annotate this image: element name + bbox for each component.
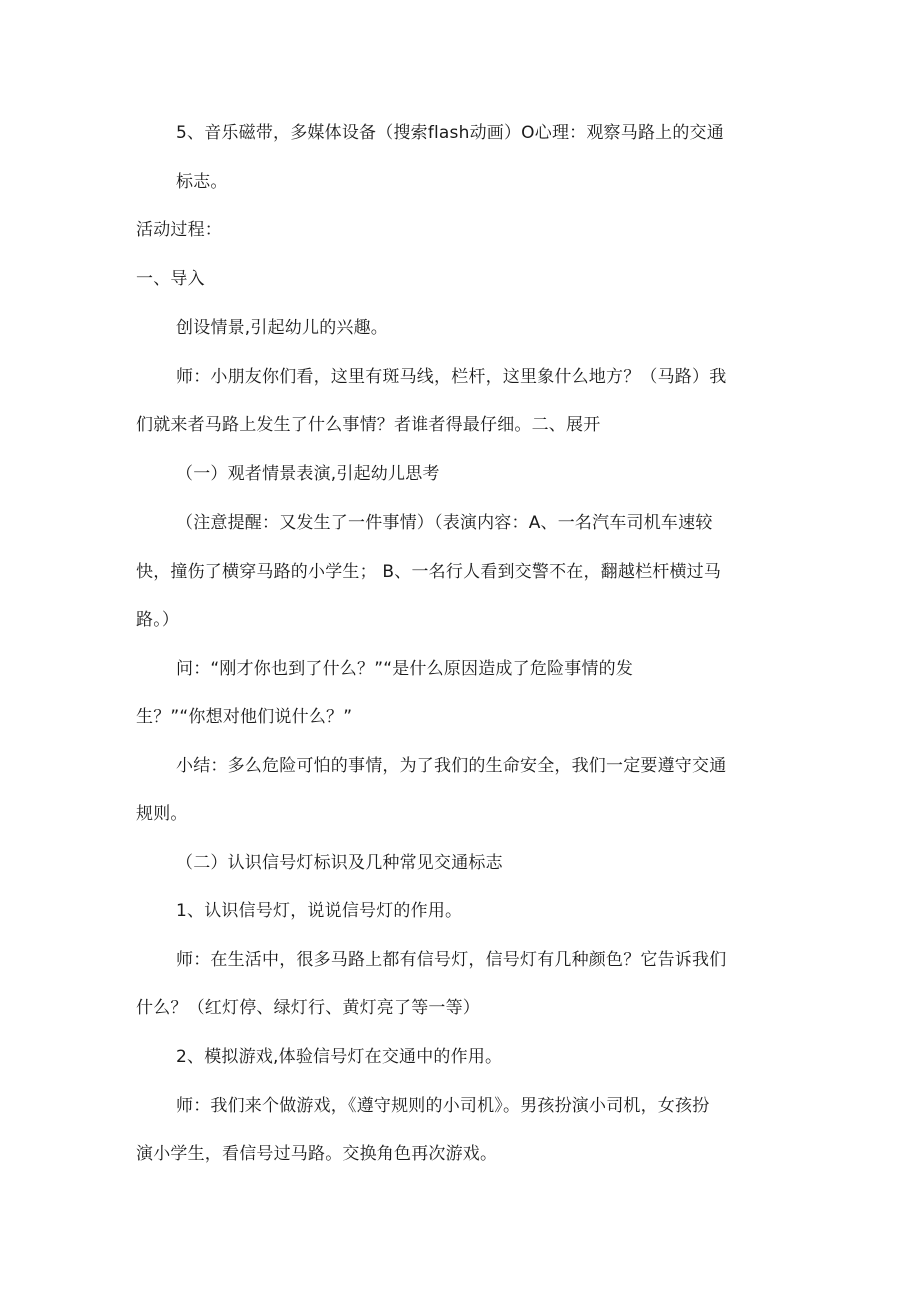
paragraph-line-8: 路。）	[136, 610, 180, 630]
paragraph-line-7: 快，撞伤了横穿马路的小学生； B、一名行人看到交警不在，翻越栏杆横过马	[136, 562, 722, 582]
paragraph-line-18: 演小学生，看信号过马路。交换角色再次游戏。	[136, 1144, 498, 1164]
paragraph-line-12: 规则。	[136, 804, 188, 824]
paragraph-line-5: 们就来者马路上发生了什么事情？者谁者得最仔细。二、展开	[136, 415, 601, 435]
paragraph-line-16: 2、模拟游戏,体验信号灯在交通中的作用。	[176, 1047, 503, 1067]
paragraph-line-11: 小结：多么危险可怕的事情，为了我们的生命安全，我们一定要遵守交通	[176, 756, 727, 776]
subsection-heading-2: （二）认识信号灯标识及几种常见交通标志	[176, 853, 503, 873]
section-heading: 一、导入	[136, 269, 205, 289]
paragraph-line-10: 生？”“你想对他们说什么？”	[136, 707, 353, 727]
paragraph-line-3: 创设情景,引起幼儿的兴趣。	[176, 318, 389, 338]
paragraph-line-17: 师：我们来个做游戏，《遵守规则的小司机》。男孩扮演小司机，女孩扮	[176, 1096, 710, 1116]
paragraph-line-13: 1、认识信号灯，说说信号灯的作用。	[176, 901, 463, 921]
paragraph-line-1: 5、音乐磁带，多媒体设备（搜索flash动画）O心理：观察马路上的交通	[176, 123, 724, 143]
paragraph-line-2: 标志。	[176, 172, 228, 192]
paragraph-line-14: 师：在生活中，很多马路上都有信号灯，信号灯有几种颜色？它告诉我们	[176, 950, 727, 970]
paragraph-line-9: 问：“刚才你也到了什么？”“是什么原因造成了危险事情的发	[176, 659, 634, 679]
paragraph-line-15: 什么？（红灯停、绿灯行、黄灯亮了等一等）	[136, 998, 480, 1018]
section-label: 活动过程：	[136, 220, 222, 240]
subsection-heading-1: （一）观者情景表演,引起幼儿思考	[176, 464, 440, 484]
paragraph-line-6: （注意提醒：又发生了一件事情）（表演内容：A、一名汽车司机车速较	[176, 513, 713, 533]
paragraph-line-4: 师：小朋友你们看，这里有斑马线，栏杆，这里象什么地方？（马路）我	[176, 367, 727, 387]
